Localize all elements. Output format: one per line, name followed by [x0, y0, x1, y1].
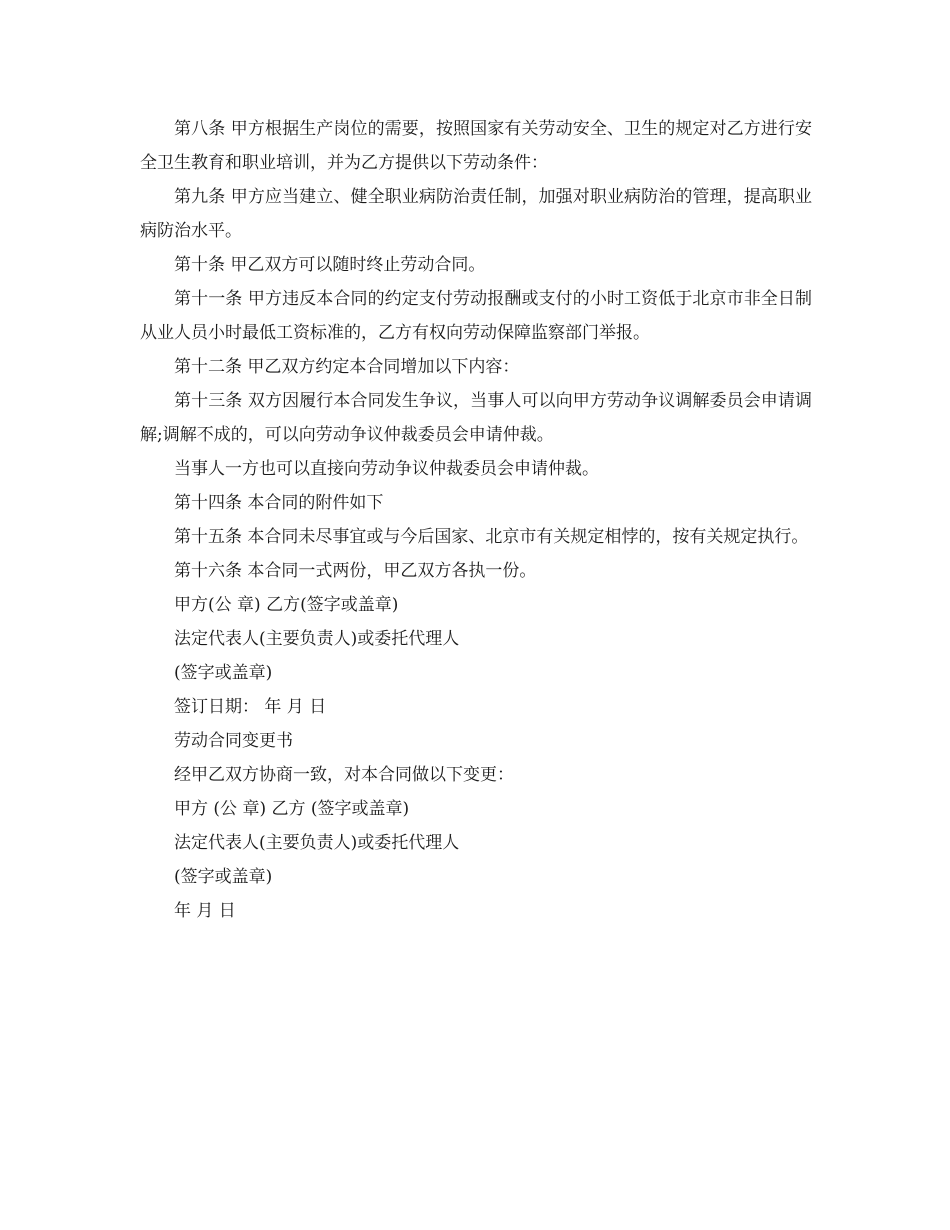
amendment-signature-representative: 法定代表人(主要负责人)或委托代理人: [174, 833, 460, 853]
article-12: 第十二条 甲乙双方约定本合同增加以下内容：: [174, 357, 520, 377]
amendment-title: 劳动合同变更书: [174, 731, 293, 751]
signature-parties: 甲方(公 章) 乙方(签字或盖章): [174, 595, 399, 615]
signing-date: 签订日期： 年 月 日: [174, 697, 327, 717]
article-8: 第八条 甲方根据生产岗位的需要，按照国家有关劳动安全、卫生的规定对乙方进行安全卫生教育和职业培训，并为乙方提供以下劳动条件：: [140, 119, 812, 173]
document-body: [140, 112, 812, 928]
article-13: 第十三条 双方因履行本合同发生争议，当事人可以向甲方劳动争议调解委员会申请调解;调解不成的，可以向劳动争议仲裁委员会申请仲裁。: [140, 391, 812, 445]
article-14: 第十四条 本合同的附件如下: [174, 493, 384, 513]
amendment-intro: 经甲乙双方协商一致，对本合同做以下变更：: [174, 765, 514, 785]
article-16: 第十六条 本合同一式两份，甲乙双方各执一份。: [174, 561, 537, 581]
amendment-signature-parties: 甲方 (公 章) 乙方 (签字或盖章): [174, 799, 410, 819]
article-11: 第十一条 甲方违反本合同的约定支付劳动报酬或支付的小时工资低于北京市非全日制从业人员小时最低工资标准的，乙方有权向劳动保障监察部门举报。: [140, 289, 812, 343]
signature-representative: 法定代表人(主要负责人)或委托代理人: [174, 629, 460, 649]
signature-seal: (签字或盖章): [174, 663, 273, 683]
article-10: 第十条 甲乙双方可以随时终止劳动合同。: [174, 255, 486, 275]
amendment-date: 年 月 日: [174, 901, 236, 921]
article-13-continuation: 当事人一方也可以直接向劳动争议仲裁委员会申请仲裁。: [174, 459, 599, 479]
article-15: 第十五条 本合同未尽事宜或与今后国家、北京市有关规定相悖的，按有关规定执行。: [174, 527, 809, 547]
amendment-signature-seal: (签字或盖章): [174, 867, 273, 887]
article-9: 第九条 甲方应当建立、健全职业病防治责任制，加强对职业病防治的管理，提高职业病防治水平。: [140, 187, 812, 241]
